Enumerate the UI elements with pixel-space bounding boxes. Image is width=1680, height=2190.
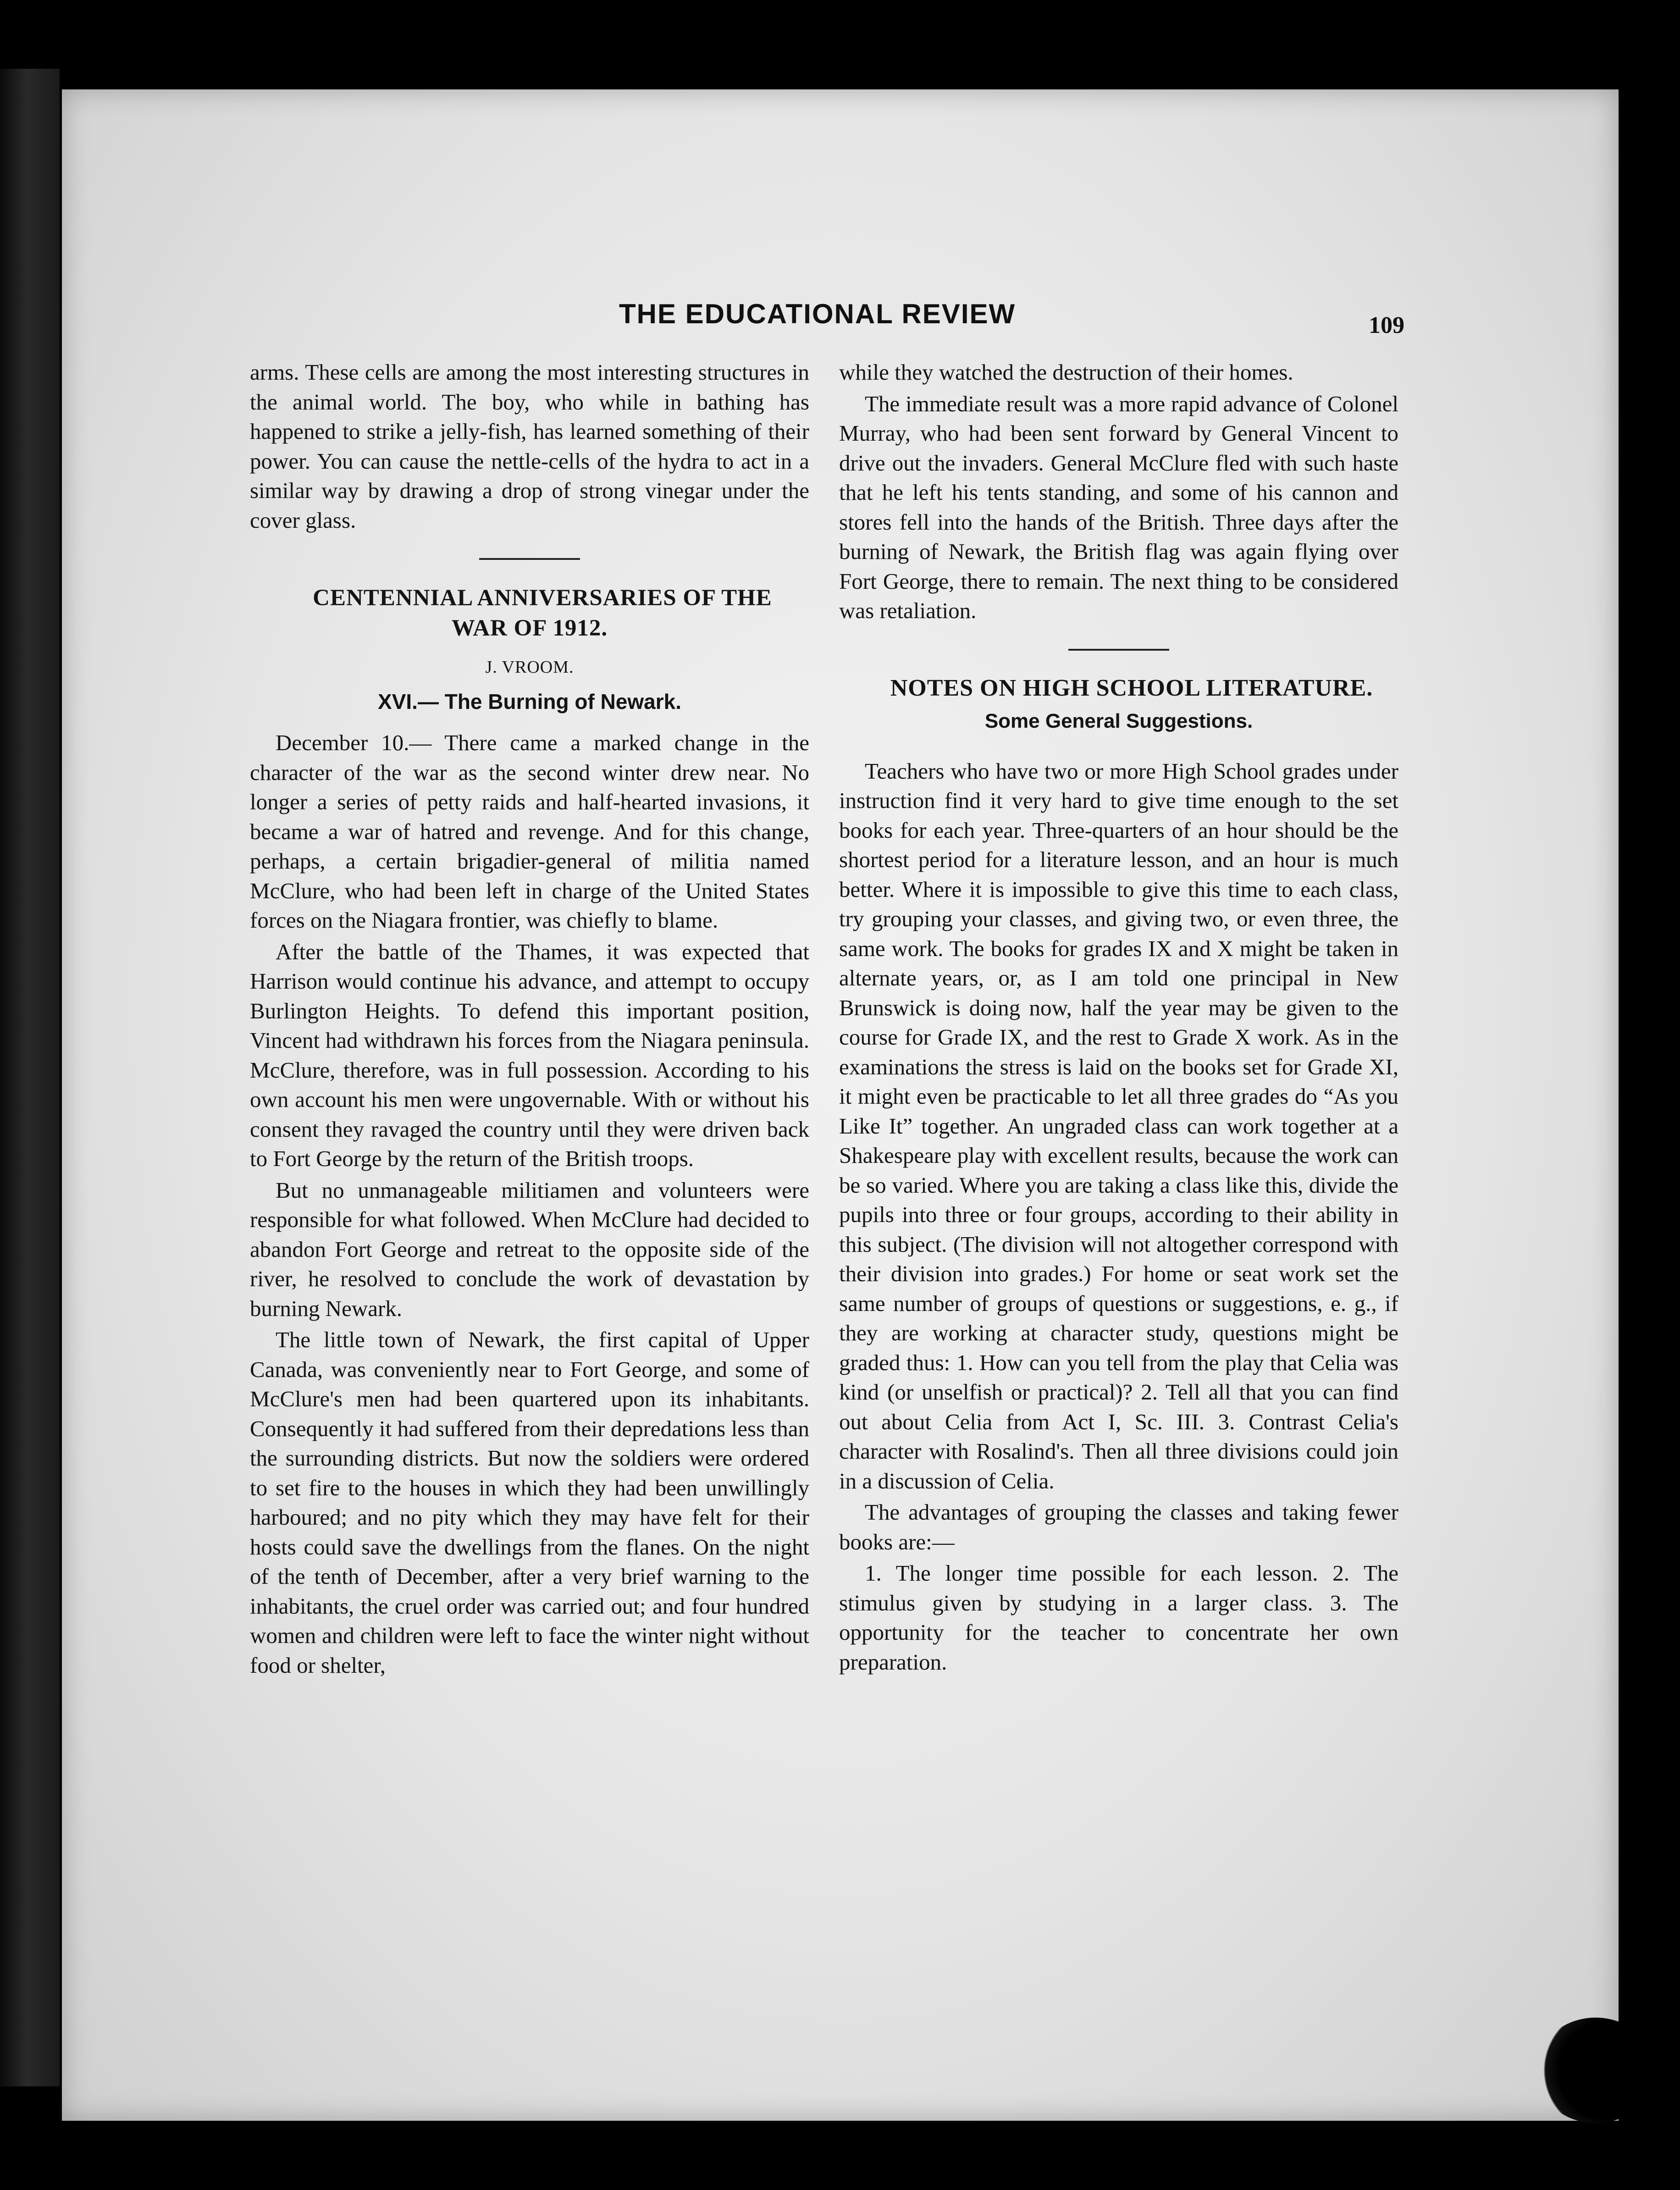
article-title: NOTES ON HIGH SCHOOL LITERATURE.: [890, 675, 1373, 701]
paragraph: After the battle of the Thames, it was expected that Harrison would continue his advance, and attempt to occupy Burlington Heights. To defend this important position, Vincent had withdrawn his forces from the Niagara peninsula. McClure, therefore, was in full possession. According to his own account his men were ungovernable. With or without his consent they ravaged the country until they were driven back to Fort George by the return of the British troops.: [250, 939, 809, 1171]
paragraph: The immediate result was a more rapid advance of Colonel Murray, who had been sent forward by General Vincent to drive out the invaders. General McClure fled with such haste that he left his tents standing, and some of his cannon and stores fell into the hands of the British. Three days after the burning of Newark, the British flag was again flying over Fort George, there to remain. The next thing to be considered was retaliation.: [839, 391, 1398, 623]
intro-paragraph: arms. These cells are among the most interesting structures in the animal world. The boy, who while in bathing has happened to strike a jelly-fish, has learned something of their power. You can cause the nettle-cells of the hydra to act in a similar way by drawing a drop of strong vinegar under the cover glass.: [250, 359, 809, 533]
paragraph: But no unmanageable militiamen and volunteers were responsible for what followed. When McClure had decided to abandon Fort George and retreat to the opposite side of the river, he resolved to conclude the work of devastation by burning Newark.: [250, 1177, 809, 1321]
paragraph: The little town of Newark, the first capital of Upper Canada, was conveniently near to Fort George, and some of McClure's men had been quartered upon its inhabitants. Consequently it had suffered from their depredations less than the surrounding districts. But now the soldiers were ordered to set fire to the houses in which they had been unwillingly harboured; and no pity which they may have felt for their hosts could save the dwellings from the flanes. On the night of the tenth of December, after a very brief warning to the inhabitants, the cruel order was carried out; and four hundred women and children were left to face the winter night without food or shelter,: [250, 1327, 809, 1678]
article-title: [250, 583, 809, 643]
scan-artifact-blot: [1536, 2018, 1655, 2123]
section-divider: [479, 558, 580, 560]
article-subheading: Some General Suggestions.: [984, 710, 1253, 732]
article-title-line2: WAR OF 1912.: [451, 615, 608, 641]
article-title-line1: CENTENNIAL ANNIVERSARIES OF THE: [313, 585, 772, 611]
right-column: [839, 358, 1398, 1677]
left-column: [250, 358, 809, 1680]
page-number: 109: [1369, 312, 1404, 338]
running-head: THE EDUCATIONAL REVIEW: [619, 299, 1016, 329]
paragraph: December 10.— There came a marked change in the character of the war as the second winter drew near. No longer a series of petty raids and half-hearted invasions, it became a war of hatred and revenge. And for this change, perhaps, a certain brigadier-general of militia named McClure, who had been left in charge of the United States forces on the Niagara frontier, was chiefly to blame.: [250, 730, 809, 933]
author-byline: J. VROOM.: [485, 658, 574, 677]
continued-paragraph: while they watched the destruction of their homes.: [839, 359, 1293, 385]
paragraph: The advantages of grouping the classes and taking fewer books are:—: [839, 1499, 1398, 1554]
section-heading: XVI.— The Burning of Newark.: [378, 689, 681, 713]
section-divider: [1068, 649, 1169, 651]
paragraph: Teachers who have two or more High School grades under instruction find it very hard to give time enough to the set books for each year. Three-quarters of an hour should be the shortest period for a literature lesson, and an hour is much better. Where it is impossible to give this time to each class, try grouping your classes, and giving two, or even three, the same work. The books for grades IX and X might be taken in alternate years, or, as I am told one principal in New Brunswick is doing now, half the year may be given to the course for Grade IX, and the rest to Grade X work. As in the examinations the stress is laid on the books set for Grade XI, it might even be practicable to let all three grades do “As you Like It” together. An ungraded class can work together at a Shakespeare play with excellent results, because the work can be so varied. Where you are taking a class like this, divide the pupils into three or four groups, according to their ability in this subject. (The division will not altogether correspond with their division into grades.) For home or seat work set the same number of groups of questions or suggestions, e. g., if they are working at character study, questions might be graded thus: 1. How can you tell from the play that Celia was kind (or unselfish or practical)? 2. Tell all that you can find out about Celia from Act I, Sc. III. 3. Contrast Celia's character with Rosalind's. Then all three divisions could join in a discussion of Celia.: [839, 758, 1398, 1493]
paragraph: 1. The longer time possible for each lesson. 2. The stimulus given by studying in a larger class. 3. The opportunity for the teacher to concentrate her own preparation.: [839, 1560, 1398, 1675]
book-binding-edge: [0, 69, 60, 2086]
